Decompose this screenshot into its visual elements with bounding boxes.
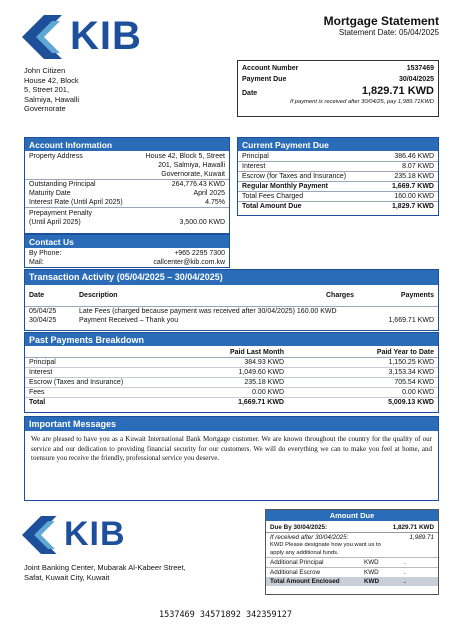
address-line: Safat, Kuwait City, Kuwait [24,572,110,582]
cell-charges [298,316,358,325]
property-address-row [25,152,229,179]
phone-value: +965 2295 7300 [174,250,225,257]
important-messages-panel [24,416,439,501]
column-header: Description [79,292,118,299]
penalty-value: 3,500.00 KWD [179,219,225,226]
customer-line: 5, Street 201, [24,85,70,94]
row-unit: KWD [364,578,380,585]
cell-ytd: 3,153.34 KWD [388,369,434,376]
payment-due-value: 30/04/2025 [398,76,434,83]
phone-label: By Phone: [29,250,62,257]
cell-label: Fees [29,389,45,396]
received-after-value: 1,989.71 [409,534,434,541]
row-value: 8.07 KWD [402,163,434,170]
total-enclosed-row [266,577,438,586]
customer-address [24,66,79,114]
due-by-row [266,523,438,533]
cell-ytd: 5,009.13 KWD [388,399,434,406]
row-unit: KWD [364,569,379,576]
additional-principal-row [266,557,438,567]
column-header: Charges [325,292,354,299]
column-header: Paid Year to Date [376,349,434,356]
account-number-value: 1537469 [406,65,434,72]
contact-us-panel [24,234,230,268]
property-line: House 42, Block 5, Street [145,153,225,160]
cell-last-month: 1,049.60 KWD [238,369,284,376]
cell-date: 05/04/25 [29,307,57,315]
cell-last-month: 0.00 KWD [252,389,284,396]
due-row [238,171,438,181]
past-payments-table [25,348,438,407]
table-row [25,306,438,316]
cell-label: Principal [29,359,56,366]
payment-due-row [238,75,438,84]
column-header: Date [29,292,45,299]
row-value: 235.18 KWD [394,173,434,180]
breakdown-header-row [25,348,438,358]
row-label: Total Amount Enclosed [270,578,340,585]
cell-label: Total [29,399,46,406]
additional-escrow-input[interactable]: . [404,569,406,576]
row-label: Escrow (for Taxes and Insurance) [242,173,347,180]
transaction-table [25,291,438,325]
column-header: Paid Last Month [229,349,284,356]
statement-header [239,14,439,37]
property-address-label: Property Address [29,153,83,160]
kib-logo-icon [22,15,66,59]
cell-last-month: 1,669.71 KWD [238,399,284,406]
additional-escrow-row [266,567,438,577]
transaction-header-row [25,291,438,300]
due-by-value: 1,829.71 KWD [392,524,434,531]
interest-rate-row [25,198,229,207]
table-row [25,398,438,408]
amount-row [238,85,438,98]
customer-line: Governorate [24,104,66,113]
table-row [25,358,438,368]
transaction-activity-panel [24,269,439,331]
statement-date: Statement Date: 05/04/2025 [338,28,439,37]
mail-value[interactable]: callcenter@kib.com.kw [153,259,225,266]
address-line: Joint Banking Center, Mubarak Al-Kabeer Street, [24,563,186,572]
additional-principal-input[interactable]: . [404,559,406,566]
row-label: Total Amount Due [242,203,302,210]
cell-description: Payment Received – Thank you [79,316,179,324]
account-number-label: Account Number [242,65,299,72]
contact-us-header: Contact Us [25,235,229,248]
row-label: Principal [242,153,269,160]
phone-row [25,249,229,258]
customer-line: House 42, Block [24,75,79,85]
mail-label: Mail: [29,259,44,266]
row-label: Outstanding Principal [29,181,96,188]
table-row [25,368,438,378]
row-value: April 2025 [193,190,225,197]
prepayment-penalty-row [25,218,229,227]
transaction-activity-header: Transaction Activity (05/04/2025 – 30/04/2025) [25,270,438,285]
cell-payments: 1,669.71 KWD [388,316,434,324]
received-after-label: If received after 30/04/2025: [270,534,349,541]
table-row [25,388,438,398]
cell-ytd: 1,150.25 KWD [388,359,434,366]
mail-row [25,258,229,267]
due-row [238,152,438,161]
amount-value: 1,829.71 KWD [361,85,434,97]
important-messages-text: We are pleased to have you as a Kuwait International Bank Mortgage customer. We are known throughout the country for the quality of our service and our dedication to providing financial security for our customers. We will do everything we can to make you feel at home, and toensure you receive the friendly, professional service you deserve. [31,435,432,462]
row-value: 386.46 KWD [394,153,434,160]
row-value: 1,829.7 KWD [391,203,434,210]
kib-logo-icon [22,516,60,554]
late-payment-note: If payment is received after 30/04/25, pay 1,989.71KWD [289,99,434,105]
cell-payments [358,306,438,316]
cell-label: Interest [29,369,53,376]
kib-logo [22,14,142,59]
cell-description: Late Fees (charged because payment was received after 30/04/2025) 160.00 KWD [79,307,337,315]
row-value: 1,669.7 KWD [391,183,434,190]
row-label: Interest Rate (Until April 2025) [29,199,123,206]
account-summary-box [237,60,439,117]
column-header [25,348,168,358]
row-label: Additional Principal [270,559,324,566]
table-row [25,316,438,325]
penalty-sub-label: (Until April 2025) [29,219,81,226]
total-enclosed-input[interactable]: . [404,578,406,585]
kib-logo-bottom [22,515,126,554]
due-row [238,181,438,191]
payment-due-label: Payment Due [242,76,287,83]
additional-funds-instruction: KWD Please designate how you want us to apply any additional funds. [270,542,381,556]
row-label: Additional Escrow [270,569,321,576]
current-payment-due-header: Current Payment Due [238,138,438,151]
customer-line: John Citizen [24,66,66,75]
property-line: Governorate, Kuwait [161,171,225,178]
date-label: Date [242,90,258,97]
bank-address [24,563,186,582]
statement-title: Mortgage Statement [323,14,439,28]
cell-last-month: 235.18 KWD [244,379,284,386]
important-messages-header: Important Messages [25,417,438,431]
current-payment-due-panel [237,137,439,216]
account-information-panel [24,137,230,234]
amount-due-header: Amount Due [266,510,438,521]
row-value: 160.00 KWD [394,193,434,200]
due-row [238,191,438,201]
prepayment-penalty-label-row [25,207,229,218]
property-line: 201, Salmiya, Hawalli [158,162,225,169]
kib-logo-text: KIB [64,515,126,553]
account-number-row [238,64,438,73]
cell-label: Escrow (Taxes and Insurance) [29,379,124,386]
maturity-date-row [25,189,229,198]
due-row [238,201,438,211]
row-label: Total Fees Charged [242,193,304,200]
account-information-header: Account Information [25,138,229,151]
cell-ytd: 0.00 KWD [402,389,434,396]
customer-line: Salmiya, Hawalli [24,94,80,104]
row-unit: KWD [364,559,379,566]
column-header: Payments [400,292,434,299]
micr-code: 1537469 34571892 342359127 [158,610,293,620]
due-row [238,161,438,171]
due-by-label: Due By 30/04/2025: [270,524,328,531]
cell-last-month: 384.93 KWD [244,359,284,366]
amount-due-coupon [265,509,439,595]
row-value: 264,776.43 KWD [171,181,225,188]
row-label: Maturity Date [29,190,71,197]
row-value: 4.75% [205,199,225,206]
row-label: Regular Monthly Payment [242,183,328,190]
property-address-value [146,152,225,179]
cell-date: 30/04/25 [29,316,57,324]
table-row [25,378,438,388]
penalty-label: Prepayment Penalty [29,210,93,217]
received-after-row [266,533,438,542]
outstanding-principal-row [25,179,229,189]
cell-ytd: 705.54 KWD [394,379,434,386]
row-label: Interest [242,163,266,170]
kib-logo-text: KIB [70,14,142,58]
past-payments-panel [24,332,439,413]
past-payments-header: Past Payments Breakdown [25,333,438,346]
